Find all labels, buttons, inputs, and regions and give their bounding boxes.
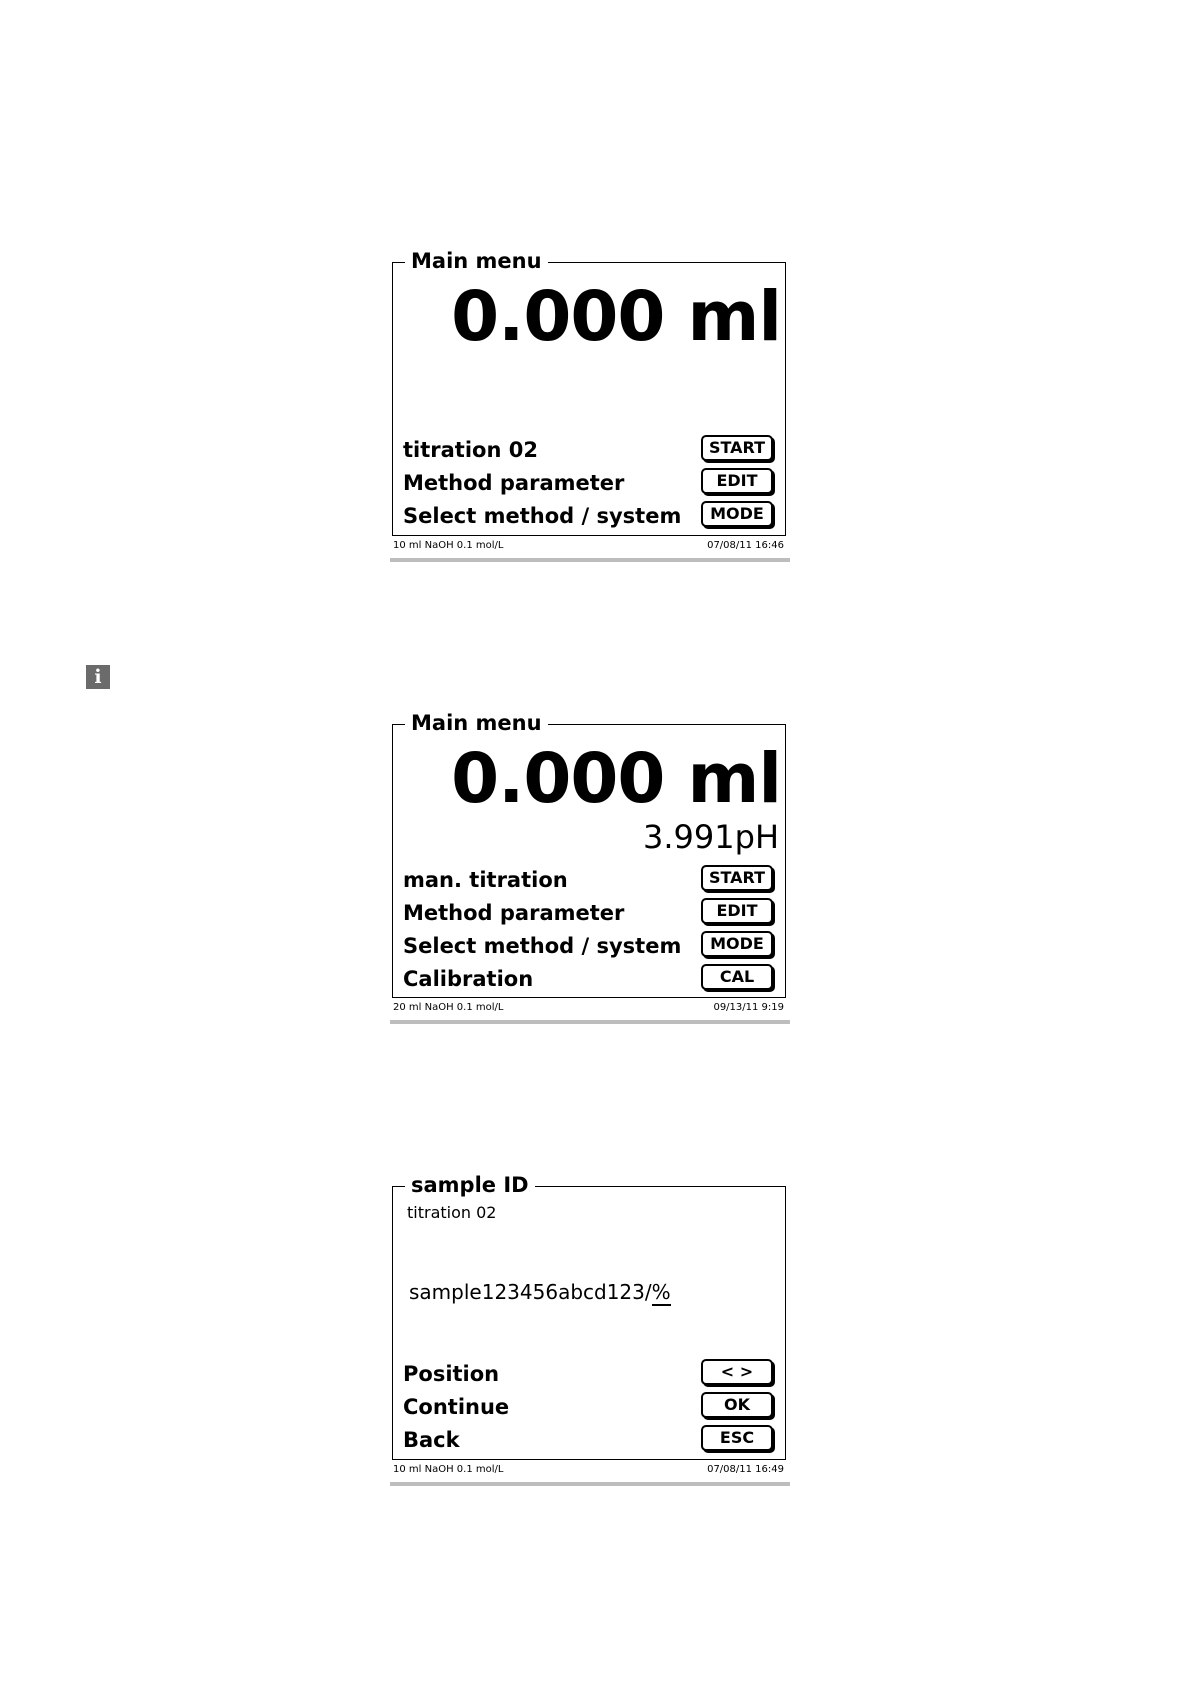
sample-id-value: sample123456abcd123/	[409, 1280, 652, 1304]
menu-row-mode	[403, 501, 773, 531]
text-cursor: %	[651, 1280, 671, 1304]
main-menu-screen-2	[390, 711, 792, 1024]
menu-row-label: Select method / system	[403, 504, 682, 528]
screen-title: Main menu	[405, 709, 548, 737]
status-datetime: 07/08/11 16:49	[707, 1464, 784, 1475]
display-frame	[392, 249, 786, 536]
edit-key[interactable]: EDIT	[701, 898, 773, 924]
start-key[interactable]: START	[701, 435, 773, 461]
screen-title: sample ID	[405, 1171, 535, 1199]
status-reagent: 20 ml NaOH 0.1 mol/L	[393, 1002, 504, 1013]
method-name: titration 02	[407, 1203, 497, 1222]
menu-row-back	[403, 1425, 773, 1455]
edit-key[interactable]: EDIT	[701, 468, 773, 494]
mode-key[interactable]: MODE	[701, 931, 773, 957]
menu-row-label: Method parameter	[403, 901, 625, 925]
display-frame	[392, 1173, 786, 1460]
mode-key[interactable]: MODE	[701, 501, 773, 527]
ok-key[interactable]: OK	[701, 1392, 773, 1418]
menu-row-label: Calibration	[403, 967, 534, 991]
menu-row-start	[403, 865, 773, 895]
menu-row-start	[403, 435, 773, 465]
menu-row-position	[403, 1359, 773, 1389]
menu-row-mode	[403, 931, 773, 961]
volume-readout: 0.000 ml	[451, 739, 781, 819]
sample-id-screen	[390, 1173, 792, 1486]
menu-row-continue	[403, 1392, 773, 1422]
menu-row-label: titration 02	[403, 438, 538, 462]
status-datetime: 09/13/11 9:19	[713, 1002, 784, 1013]
status-bar	[390, 538, 790, 562]
esc-key[interactable]: ESC	[701, 1425, 773, 1451]
menu-row-label: man. titration	[403, 868, 568, 892]
volume-readout: 0.000 ml	[451, 277, 781, 357]
position-arrows-key[interactable]: < >	[701, 1359, 773, 1385]
status-bar	[390, 1462, 790, 1486]
status-datetime: 07/08/11 16:46	[707, 540, 784, 551]
menu-row-cal	[403, 964, 773, 994]
main-menu-screen-1	[390, 249, 792, 562]
sample-id-input[interactable]	[409, 1279, 671, 1305]
cal-key[interactable]: CAL	[701, 964, 773, 990]
status-reagent: 10 ml NaOH 0.1 mol/L	[393, 1464, 504, 1475]
menu-row-edit	[403, 468, 773, 498]
status-reagent: 10 ml NaOH 0.1 mol/L	[393, 540, 504, 551]
menu-row-label: Position	[403, 1362, 500, 1386]
screen-title: Main menu	[405, 247, 548, 275]
display-frame	[392, 711, 786, 998]
menu-row-label: Select method / system	[403, 934, 682, 958]
start-key[interactable]: START	[701, 865, 773, 891]
menu-row-edit	[403, 898, 773, 928]
status-bar	[390, 1000, 790, 1024]
menu-row-label: Continue	[403, 1395, 510, 1419]
menu-row-label: Back	[403, 1428, 460, 1452]
ph-readout: 3.991pH	[643, 818, 779, 856]
menu-row-label: Method parameter	[403, 471, 625, 495]
info-icon: i	[86, 665, 110, 689]
